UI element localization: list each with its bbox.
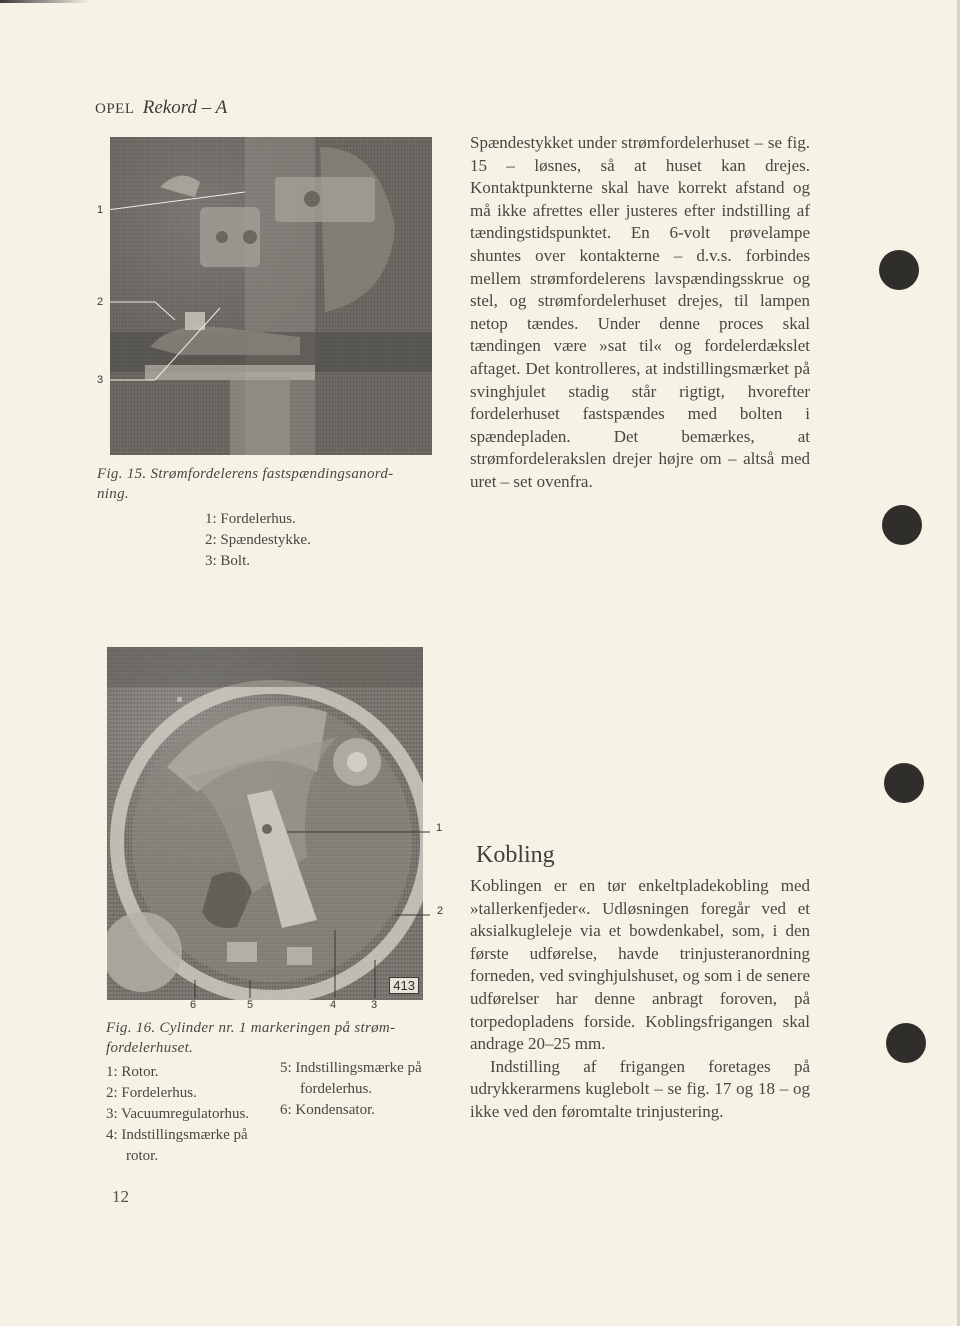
binder-hole [884,763,924,803]
fig16-callout-1: 1 [436,822,443,834]
fig15-callout-1: 1 [97,204,104,216]
fig16-callout-4: 4 [330,999,337,1011]
fig15-leader-lines [105,180,265,400]
legend-item: rotor. [126,1148,159,1164]
binder-hole [879,250,919,290]
fig16-leader-lines [180,820,443,1005]
figure-15-legend [205,509,311,572]
fig15-callout-3: 3 [97,374,104,386]
scan-edge-shadow [0,0,90,3]
running-head-brand: OPEL [95,101,135,117]
figure-16-title-line2: fordelerhuset. [106,1040,194,1056]
fig16-callout-2: 2 [437,905,444,917]
fig16-callout-3: 3 [371,999,378,1011]
legend-item: 4: Indstillingsmærke på [106,1127,248,1143]
figure-15-caption [97,464,442,504]
legend-item: 2: Fordelerhus. [106,1085,197,1101]
section-heading-kobling: Kobling [476,842,555,868]
legend-item: 5: Indstillingsmærke på [280,1060,422,1076]
figure-15-title-line1: Fig. 15. Strømfordelerens fastspændingsanord- [97,466,394,482]
body-text-column [470,132,810,494]
legend-item: 1: Fordelerhus. [205,511,296,527]
fig16-callout-6: 6 [190,999,197,1011]
plate-number-badge: 413 [389,977,419,994]
fig16-callout-5: 5 [247,999,254,1011]
legend-item: fordelerhus. [300,1081,373,1097]
legend-item: 2: Spændestykke. [205,532,311,548]
body-paragraph: Spændestykket under strømfordelerhuset – se fig. 15 – løsnes, så at huset kan drejes. Kontaktpunkterne skal have korrekt afstand og må ikke afrettes eller justeres efter indstilling af tændingstidspunktet. En 6-volt prøvelampe shuntes over kontakterne – d.v.s. forbindes mellem strømfordelerens lavspændingsskrue og stel, og strømfordelerhuset drejes, til lampen netop tændes. Under denne proces skal tændingen være »sat til« og fordelerdækslet aftaget. Det kontrolleres, at indstillingsmærket på svinghjulet stadig står rigtigt, hvorefter fordelerhuset fastspændes med bolten i spændepladen. Det bemærkes, at strømfordelerakslen drejer højre om – altså med uret – set ovenfra. [470,133,810,491]
running-head [95,97,227,119]
fig15-callout-2: 2 [97,296,104,308]
page-number: 12 [112,1187,129,1206]
legend-item: 1: Rotor. [106,1064,159,1080]
binder-hole [886,1023,926,1063]
body-paragraph: Indstilling af frigangen foretages på udrykkerarmens kuglebolt – se fig. 17 og 18 – og ikke ved den føromtalte trinjustering. [470,1056,810,1121]
running-head-model: Rekord – A [142,97,228,118]
kobling-text-column [470,875,810,1124]
figure-16-title-line1: Fig. 16. Cylinder nr. 1 markeringen på strøm- [106,1020,396,1036]
figure-16-caption [106,1018,451,1058]
figure-16-legend-right [280,1058,422,1121]
body-paragraph: Koblingen er en tør enkeltpladekobling med »tallerkenfjeder«. Udløsningen foregår ved et aksialkugleleje via et bowdenkabel, som, i den første udførelse, havde trinjusteranordning forneden, ved svinghjulshuset, og som i de senere udførelser har denne anbragt foroven, på torpedopladens forside. Koblingsfrigangen skal andrage 20–25 mm. [470,876,810,1054]
legend-item: 3: Bolt. [205,553,251,569]
legend-item: 3: Vacuumregulatorhus. [106,1106,250,1122]
figure-15-title-line2: ning. [97,486,129,502]
figure-16-legend-left [106,1062,249,1167]
legend-item: 6: Kondensator. [280,1102,375,1118]
binder-hole [882,505,922,545]
